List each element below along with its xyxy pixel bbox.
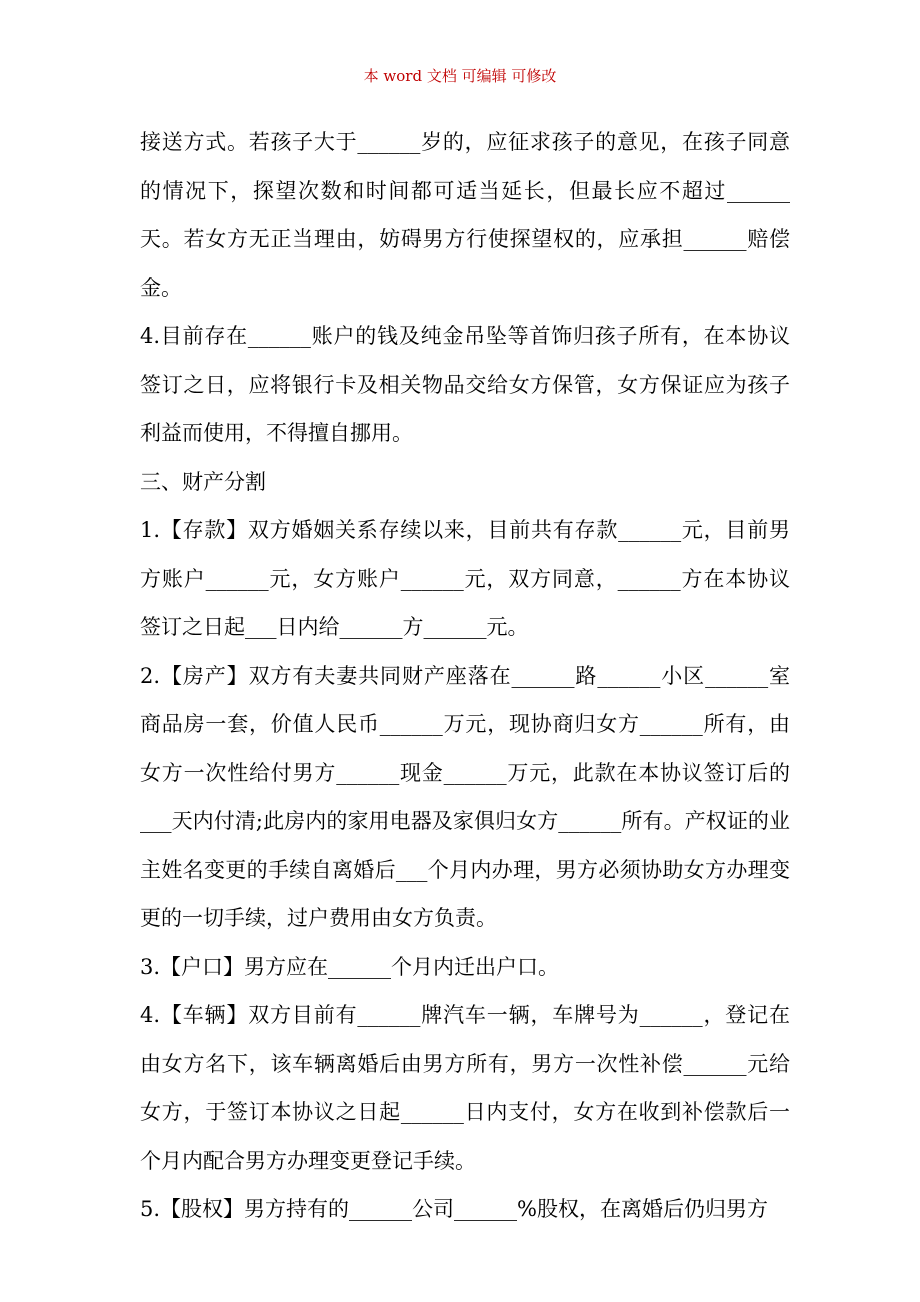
paragraph-visitation: 接送方式。若孩子大于______岁的，应征求孩子的意见，在孩子同意的情况下，探望次数和时间都可适当延长，但最长应不超过______天。若女方无正当理由，妨碍男方行使探望权的，应承担______赔偿金。	[140, 130, 790, 300]
section-heading-property: 三、财产分割	[140, 469, 266, 494]
paragraph-equity: 5.【股权】男方持有的______公司______%股权，在离婚后仍归男方	[140, 1197, 768, 1221]
paragraph-household-registration: 3.【户口】男方应在______个月内迁出户口。	[140, 954, 560, 979]
paragraph-child-assets: 4.目前存在______账户的钱及纯金吊坠等首饰归孩子所有，在本协议签订之日，应将银行卡及相关物品交给女方保管，女方保证应为孩子利益而使用，不得擅自挪用。	[140, 324, 790, 445]
paragraph-deposits: 1.【存款】双方婚姻关系存续以来，目前共有存款______元，目前男方账户______元，女方账户______元，双方同意，______方在本协议签订之日起___日内给______方______元。	[140, 518, 790, 639]
paragraph-vehicle: 4.【车辆】双方目前有______牌汽车一辆，车牌号为______，登记在由女方名下，该车辆离婚后由男方所有，男方一次性补偿______元给女方，于签订本协议之日起______日内支付，女方在收到补偿款后一个月内配合男方办理变更登记手续。	[140, 1003, 790, 1173]
page-header: 本 word 文档 可编辑 可修改	[363, 67, 557, 85]
document-body	[140, 118, 790, 1234]
paragraph-real-estate: 2.【房产】双方有夫妻共同财产座落在______路______小区______室商品房一套，价值人民币______万元，现协商归女方______所有，由女方一次性给付男方______现金______万元，此款在本协议签订后的___天内付清;此房内的家用电器及家俱归女方______所有。产权证的业主姓名变更的手续自离婚后___个月内办理，男方必须协助女方办理变更的一切手续，过户费用由女方负责。	[140, 663, 790, 930]
